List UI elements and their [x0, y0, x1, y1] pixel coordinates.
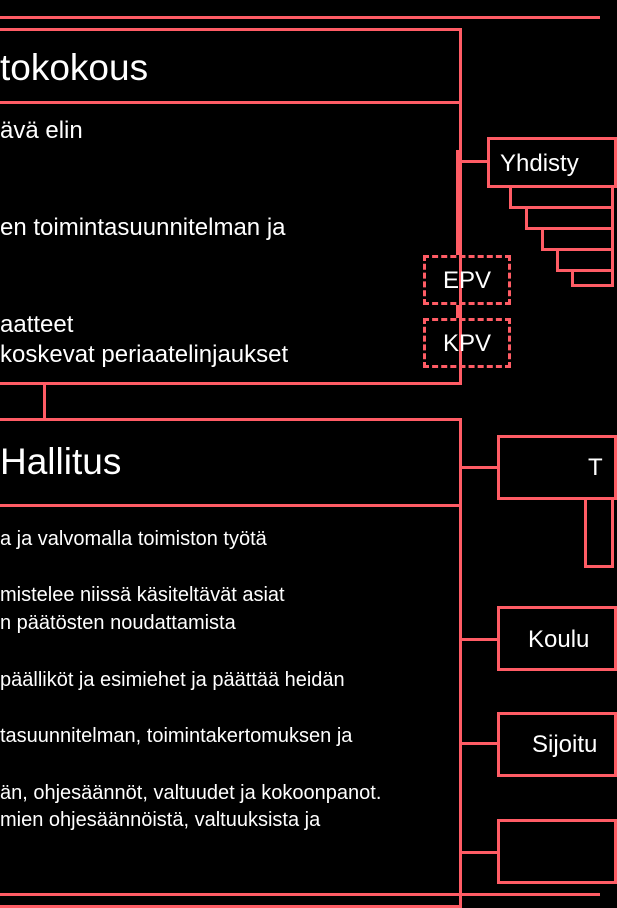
hallitus-line-6: än, ohjesäännöt, valtuudet ja kokoonpanot. — [0, 782, 382, 804]
t-sub-box — [584, 500, 614, 568]
connector-epv-kpv — [456, 305, 459, 318]
hallitus-line-7: mien ohjesäännöistä, valtuuksista ja — [0, 809, 321, 831]
connector-hallitus-bottom — [459, 851, 497, 854]
bottom-right-box — [497, 819, 617, 884]
hallitus-line-1: a ja valvomalla toimiston työtä — [0, 528, 267, 550]
connector-kokous-epv — [456, 150, 459, 255]
connector-hallitus-koulu — [459, 638, 497, 641]
frame-top-line — [0, 16, 600, 19]
yhdistys-sub-box-5 — [571, 269, 614, 287]
koulu-label: Koulu — [528, 626, 590, 653]
t-label: T — [588, 454, 603, 481]
kokous-line-4: koskevat periaatelinjaukset — [0, 341, 289, 368]
kokous-line-1: ävä elin — [0, 117, 83, 144]
hallitus-title-divider — [0, 504, 459, 507]
hallitus-line-5: tasuunnitelman, toimintakertomuksen ja — [0, 725, 353, 747]
hallitus-title: Hallitus — [0, 441, 122, 482]
yhdistys-label: Yhdisty — [500, 150, 579, 177]
sijoitu-label: Sijoitu — [532, 731, 598, 758]
kokous-line-3: aatteet — [0, 311, 74, 338]
kpv-label: KPV — [442, 330, 492, 357]
kokous-line-2: en toimintasuunnitelman ja — [0, 214, 286, 241]
connector-kokous-yhdistys — [459, 160, 487, 163]
kokous-title: tokokous — [0, 47, 149, 88]
hallitus-line-3: n päätösten noudattamista — [0, 612, 236, 634]
kokous-title-divider — [0, 101, 459, 104]
hallitus-line-4: päälliköt ja esimiehet ja päättää heidän — [0, 669, 345, 691]
hallitus-line-2: mistelee niissä käsiteltävät asiat — [0, 584, 285, 606]
connector-hallitus-sijoitu — [459, 742, 497, 745]
epv-label: EPV — [442, 267, 492, 294]
hallitus-box — [0, 418, 462, 908]
connector-hallitus-t — [459, 466, 497, 469]
connector-kokous-hallitus — [43, 385, 46, 418]
frame-bottom-line — [0, 893, 600, 896]
